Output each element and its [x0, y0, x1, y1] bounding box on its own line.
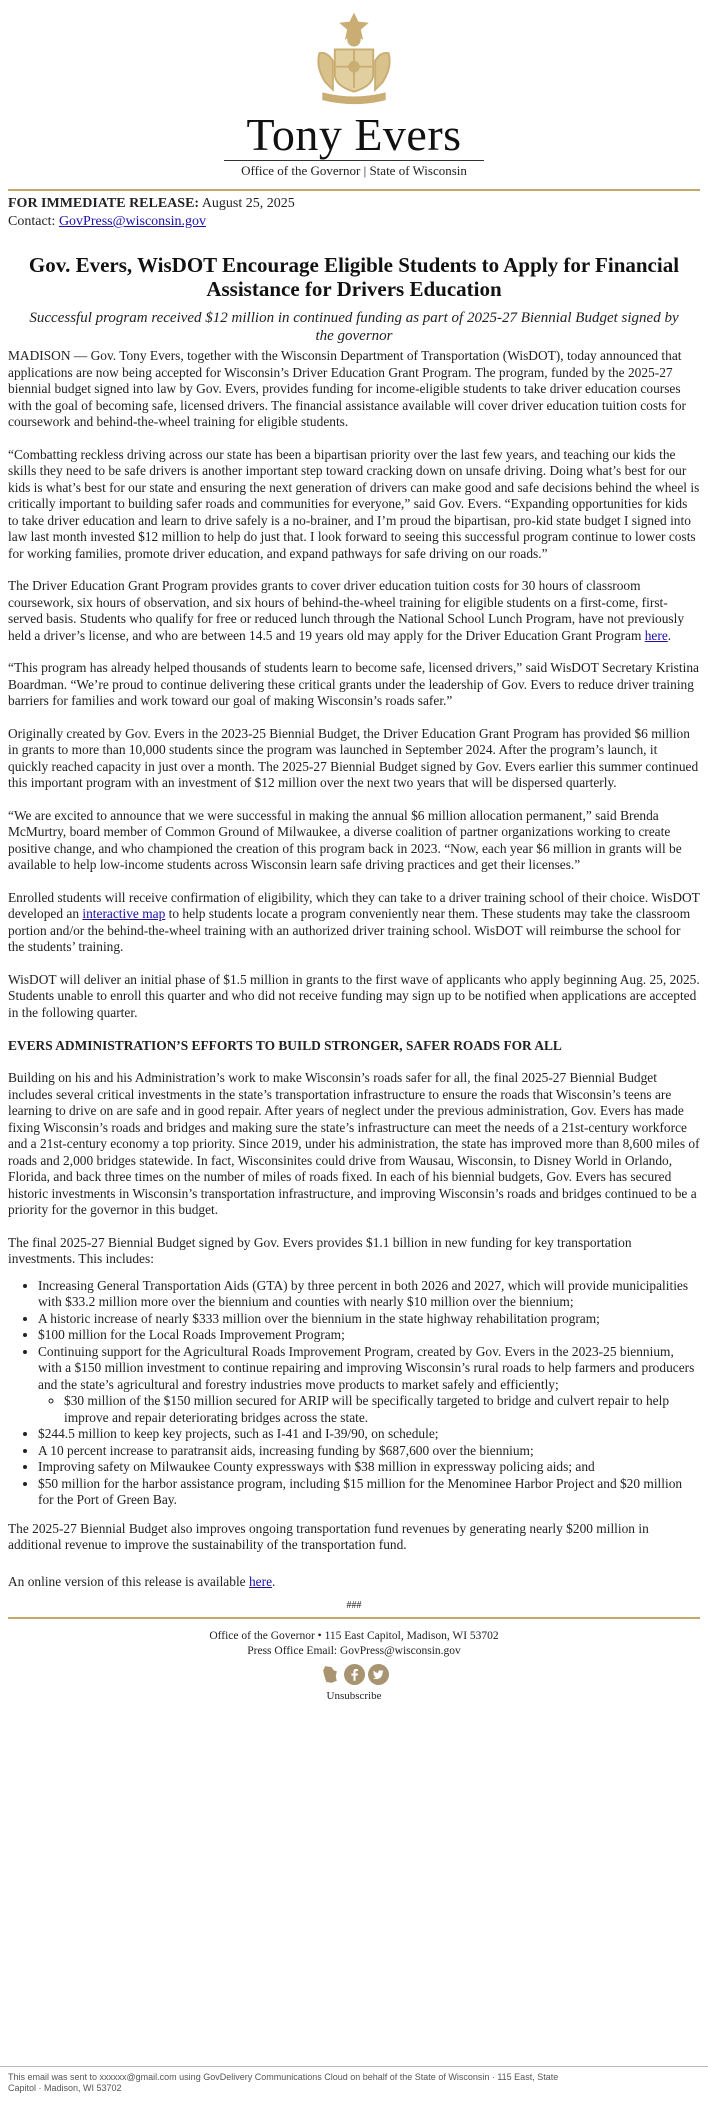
office-line [224, 160, 484, 179]
contact-label: Contact: [8, 214, 59, 229]
interactive-map-link[interactable]: interactive map [82, 906, 166, 921]
paragraph-text: to help students locate a program conveniently near them. These students may take the classroom portion and/or the behind-the-wheel training with an authorized driver training school. WisDOT will reimburse the school for the students’ training. [8, 906, 691, 954]
release-line [8, 195, 700, 213]
paragraph-funding-intro: The final 2025-27 Biennial Budget signed by Gov. Evers provides $1.1 billion in new funding for key transportation investments. This includes: [8, 1234, 632, 1266]
wisconsin-map-icon[interactable] [320, 1664, 341, 1685]
paragraph-program-history: Originally created by Gov. Evers in the 2023-25 Biennial Budget, the Driver Education Grant Program has provided $6 million in grants to more than 10,000 students since the program was launched in September 2024. After the program’s launch, it quickly reached capacity in just over a month. The 2025-27 Biennial Budget signed by Gov. Evers earlier this summer continued this important program with an investment of $12 million over the next two years that will be dispersed quarterly. [8, 725, 699, 790]
paragraph-text: . [667, 627, 672, 643]
headline: Gov. Evers, WisDOT Encourage Eligible Students to Apply for Financial Assistance for Drivers Education [28, 253, 680, 301]
contact-line [8, 213, 700, 231]
funding-sublist [38, 1393, 700, 1426]
paragraph-text: . [272, 1573, 276, 1589]
paragraph-text: Enrolled students will receive confirmation of eligibility, which they can take to a driver training school of their choice. WisDOT developed an [8, 889, 700, 921]
paragraph-intro: MADISON — Gov. Tony Evers, together with the Wisconsin Department of Transportation (WisDOT), today announced that applications are now being accepted for Wisconsin’s Driver Education Grant Program. The program, funded by the 2025-27 biennial budget signed into law by Gov. Evers, provides funding for income-eligible students to take driver education courses with the goal of becoming safe, licensed drivers. The financial assistance available will cover driver education tuition costs for coursework and behind-the-wheel training for eligible students. [8, 348, 686, 429]
contact-email-link[interactable]: GovPress@wisconsin.gov [58, 214, 206, 229]
paragraph-text: The Driver Education Grant Program provides grants to cover driver education tuition costs for 30 hours of classroom coursework, six hours of observation, and six hours of behind-the-wheel training for eligible students on a first-come, first-served basis. Students who qualify for free or reduced lunch through the National School Lunch Program, have not previously held a driver’s license, and who are between 14.5 and 19 years old may apply for the Driver Education Grant Program [8, 578, 685, 643]
paragraph-revenues: The 2025-27 Biennial Budget also improves ongoing transportation fund revenues by generating nearly $200 million in additional revenue to improve the sustainability of the transportation fund. [8, 1520, 649, 1552]
release-date: August 25, 2025 [199, 196, 295, 211]
footer-address: Office of the Governor • 115 East Capitol, Madison, WI 53702 [209, 1629, 499, 1642]
list-item: • Improving safety on Milwaukee County expressways with $38 million in expressway policing aids; and [38, 1459, 700, 1476]
paragraph-program-details [8, 578, 700, 644]
paragraph-online-version [8, 1574, 700, 1591]
wisconsin-state-seal-icon [306, 10, 402, 108]
twitter-icon[interactable] [368, 1664, 389, 1685]
end-mark: ### [346, 1600, 362, 1611]
list-item: • $244.5 million to keep key projects, such as I-41 and I-39/90, on schedule; [38, 1426, 700, 1443]
unsubscribe-link[interactable]: Unsubscribe [326, 1689, 382, 1702]
paragraph-text: An online version of this release is available [8, 1573, 249, 1589]
office-separator: | [360, 163, 370, 178]
sub-list-item: ◦ $30 million of the $150 million secured for ARIP will be specifically targeted to bridge and culvert repair to help improve and repair deteriorating bridges across the state. [64, 1393, 700, 1426]
facebook-icon[interactable] [344, 1664, 365, 1685]
funding-list [8, 1278, 700, 1509]
release-meta [8, 195, 700, 231]
governor-name: Tony Evers [246, 109, 462, 160]
list-item [38, 1344, 700, 1427]
paragraph-governor-quote: “Combatting reckless driving across our state has been a bipartisan priority over the last few years, and teaching our kids the skills they need to be safe drivers is another important step toward cracking down on unsafe driving. Doing what’s best for our kids is what’s best for our state and ensuring the next generation of drivers can make good and safe decisions behind the wheel is critically important to building safer roads and communities for everyone,” said Gov. Evers. “Expanding opportunities for kids to take driver education and learn to drive safely is a no-brainer, and I’m proud the bipartisan, pro-kid state budget I signed into law last month invested $12 million to help do just that. I look forward to seeing this successful program continue to lower costs for working families, promote driver education, and expand pathways for safe driving on our roads.” [8, 446, 700, 561]
online-version-link[interactable]: here [248, 1573, 273, 1589]
section-heading: EVERS ADMINISTRATION’S EFFORTS TO BUILD STRONGER, SAFER ROADS FOR ALL [8, 1038, 562, 1053]
footer-divider [8, 1617, 700, 1619]
apply-here-link[interactable]: here [644, 627, 668, 643]
masthead [8, 0, 700, 180]
paragraph-initial-phase: WisDOT will deliver an initial phase of $1.5 million in grants to the first wave of applicants who apply beginning Aug. 25, 2025. Students unable to enroll this quarter and who did not receive funding may sign up to be notified when applications are accepted in the following quarter. [8, 971, 700, 1020]
disclaimer-divider [0, 2066, 708, 2067]
header-divider [8, 189, 700, 191]
paragraph-roads: Building on his and his Administration’s work to make Wisconsin’s roads safer for all, the final 2025-27 Biennial Budget includes several critical investments in the state’s transportation infrastructure to ensure the roads that Wisconsin’s teens are learning to drive on are safe and in good repair. After years of neglect under the previous administration, Gov. Evers has made fixing Wisconsin’s roads and bridges and making sure the state’s infrastructure can meet the needs of a 21st-century workforce and a 21st-century economy a top priority. Since 2019, under his administration, the state has improved more than 8,600 miles of roads and 2,000 bridges statewide. In fact, Wisconsinites could drive from Wausau, Wisconsin, to Disney World in Orlando, Florida, and back three times on the number of miles of roads fixed. In each of his biennial budgets, Gov. Evers has secured historic investments in Wisconsin’s transportation infrastructure, and improving Wisconsin’s roads and bridges continued to be a priority for the governor in this budget. [8, 1070, 700, 1217]
list-item: • A historic increase of nearly $333 million over the biennium in the state highway rehabilitation program; [38, 1311, 700, 1328]
paragraph-enrollment [8, 890, 700, 956]
list-item: • A 10 percent increase to paratransit aids, increasing funding by $687,600 over the biennium; [38, 1443, 700, 1460]
release-label: FOR IMMEDIATE RELEASE: [8, 196, 200, 211]
subheadline: Successful program received $12 million in continued funding as part of 2025-27 Biennial Budget signed by the governor [29, 310, 679, 344]
delivery-disclaimer: This email was sent to xxxxxx@gmail.com using GovDelivery Communications Cloud on behalf of the State of Wisconsin · 115 East, State Capitol · Madison, WI 53702 [8, 2072, 559, 2093]
office-title: Office of the Governor [241, 163, 361, 178]
list-item: • Increasing General Transportation Aids (GTA) by three percent in both 2026 and 2027, which will provide municipalities with $33.2 million more over the biennium and counties with nearly $10 million over the biennium; [38, 1278, 700, 1311]
social-links [8, 1664, 700, 1685]
list-item: • $100 million for the Local Roads Improvement Program; [38, 1327, 700, 1344]
state-title: State of Wisconsin [369, 163, 467, 178]
article-body [8, 348, 700, 1615]
paragraph-partner-quote: “We are excited to announce that we were successful in making the annual $6 million allocation permanent,” said Brenda McMurtry, board member of Common Ground of Milwaukee, a diverse coalition of partner organizations working to create positive change, and who championed the creation of this program back in 2023. “Now, each year $6 million in grants will be available to help low-income students across Wisconsin learn safe driving practices and get their licenses.” [8, 807, 682, 872]
list-item-text: Continuing support for the Agricultural Roads Improvement Program, created by Gov. Evers in the 2023-25 biennium, with a $150 million investment to continue repairing and improving Wisconsin’s rural roads to help farmers and producers and the state’s agricultural and forestry industries move products to market safely and efficiently; [38, 1343, 695, 1392]
footer-press-email: Press Office Email: GovPress@wisconsin.gov [247, 1644, 461, 1657]
footer [8, 1629, 700, 1704]
email-page [8, 0, 700, 1704]
paragraph-secretary-quote: “This program has already helped thousands of students learn to become safe, licensed drivers,” said WisDOT Secretary Kristina Boardman. “We’re proud to continue delivering these critical grants under the leadership of Gov. Evers to reduce driver training barriers for families and work toward our goal of making Wisconsin’s roads safer.” [8, 660, 699, 708]
list-item: • $50 million for the harbor assistance program, including $15 million for the Menominee Harbor Project and $20 million for the Port of Green Bay. [38, 1476, 700, 1509]
